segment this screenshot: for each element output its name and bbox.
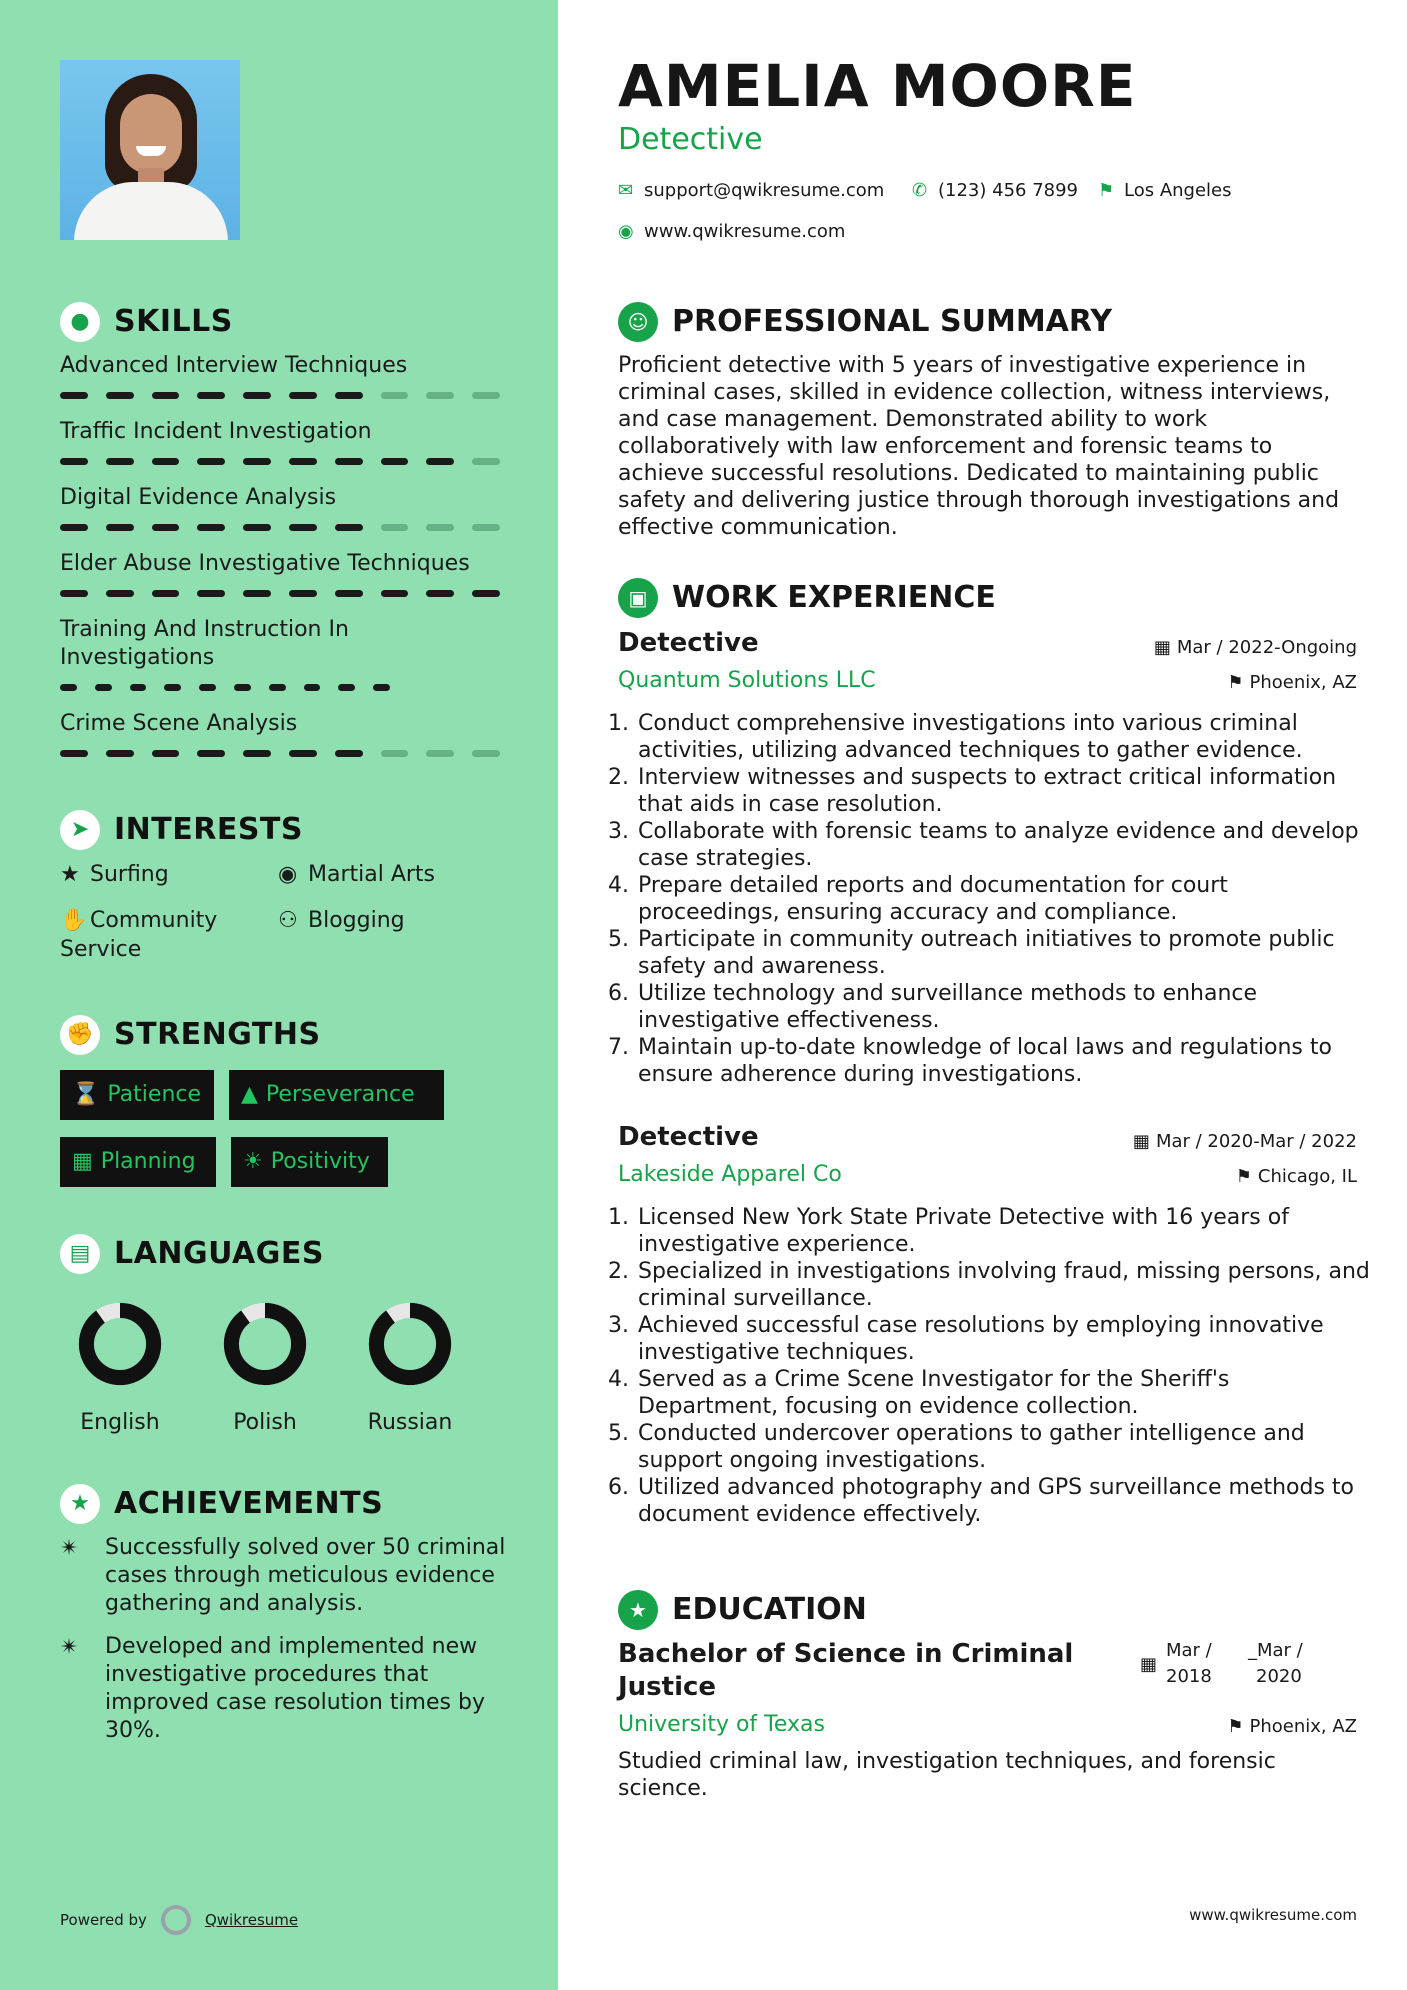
candidate-role: Detective: [618, 122, 763, 157]
interest-item: [278, 906, 405, 935]
job-dates: [1154, 637, 1357, 658]
contact-website[interactable]: [618, 221, 845, 242]
edu-start-month: Mar /: [1166, 1640, 1212, 1661]
achievements-title: ACHIEVEMENTS: [114, 1486, 384, 1521]
skill-segment-filled: [289, 458, 317, 465]
job-point: 2. Specialized in investigations involving fraud, missing persons, and criminal surveillance.: [636, 1258, 1376, 1312]
job-company: Lakeside Apparel Co: [618, 1162, 842, 1187]
job-point: 7. Maintain up-to-date knowledge of local laws and regulations to ensure adherence during investigations.: [636, 1034, 1376, 1088]
interest-item: [60, 906, 260, 964]
skill-segment-filled: [243, 524, 271, 531]
interest-item: [278, 860, 435, 889]
skill-segment-filled: [152, 750, 180, 757]
briefcase-icon: ▣: [618, 578, 658, 618]
job-title: Detective: [618, 628, 759, 658]
job-point: 4. Served as a Crime Scene Investigator for the Sheriff's Department, focusing on evidence collection.: [636, 1366, 1376, 1420]
job-location: [1227, 672, 1357, 693]
skill-segment-empty: [472, 392, 500, 399]
skill-name: Elder Abuse Investigative Techniques: [60, 551, 470, 576]
job-points: [618, 710, 1376, 1088]
skill-segment-filled: [197, 392, 225, 399]
powered-by-label: Powered by: [60, 1911, 147, 1929]
skill-bar: [60, 458, 500, 465]
skill-item: [60, 484, 500, 531]
skill-name: Digital Evidence Analysis: [60, 485, 337, 510]
strength-chip: [60, 1137, 216, 1187]
skill-item: [60, 418, 500, 465]
skill-segment-filled: [152, 392, 180, 399]
pin-icon: ⚑: [1227, 1716, 1244, 1737]
skill-segment-filled: [130, 684, 147, 691]
interest-item: [60, 860, 169, 889]
profile-photo: [60, 60, 240, 240]
user-icon: ☺: [618, 302, 658, 342]
skill-segment-filled: [289, 750, 317, 757]
achievement-text: Successfully solved over 50 criminal cases through meticulous evidence gathering and analysis.: [105, 1535, 506, 1616]
sidebar: [0, 0, 558, 1990]
skill-bar: [60, 524, 500, 531]
edu-location: [1227, 1716, 1357, 1737]
website-text: www.qwikresume.com: [644, 221, 846, 242]
skill-segment-empty: [472, 524, 500, 531]
strength-chip: [229, 1070, 444, 1120]
ring-fill: [231, 1310, 298, 1377]
award-star-icon: ★: [60, 1484, 100, 1524]
skill-item: [60, 710, 500, 757]
skill-segment-filled: [60, 684, 77, 691]
globe-icon: ◉: [278, 862, 298, 887]
skill-segment-filled: [381, 590, 409, 597]
contact-phone[interactable]: [912, 180, 1078, 201]
language-name: Polish: [233, 1410, 297, 1435]
education-title: EDUCATION: [672, 1592, 867, 1627]
skill-segment-filled: [472, 590, 500, 597]
skill-segment-empty: [472, 458, 500, 465]
skill-segment-filled: [373, 684, 390, 691]
skill-segment-filled: [335, 524, 363, 531]
skill-bar: [60, 590, 500, 597]
translate-icon: ▤: [60, 1234, 100, 1274]
job-company: Quantum Solutions LLC: [618, 668, 876, 693]
skill-segment-filled: [426, 590, 454, 597]
interest-label: Community Service: [60, 908, 218, 962]
skill-segment-filled: [60, 524, 88, 531]
skill-name: Advanced Interview Techniques: [60, 353, 408, 378]
hand-icon: ✋: [60, 908, 88, 933]
ring-fill: [376, 1310, 443, 1377]
contact-location: [1098, 180, 1232, 201]
experience-title: WORK EXPERIENCE: [672, 580, 996, 615]
strength-label: Positivity: [270, 1149, 370, 1174]
skill-segment-filled: [338, 684, 355, 691]
skill-segment-filled: [243, 590, 271, 597]
summary-text: Proficient detective with 5 years of investigative experience in criminal cases, skilled in evidence collection, witness interviews, and case management. Demonstrated ability to work collaboratively with law enforcement and forensic teams to achieve successful resolutions. Dedicated to maintaining public safety and delivering justice through thorough investigations and effective communication.: [618, 353, 1340, 540]
candidate-name: AMELIA MOORE: [618, 52, 1137, 120]
skill-segment-filled: [60, 392, 88, 399]
skill-item: [60, 550, 500, 597]
skill-segment-filled: [152, 590, 180, 597]
skill-segment-empty: [426, 524, 454, 531]
strengths-title: STRENGTHS: [114, 1017, 321, 1052]
skill-segment-empty: [426, 750, 454, 757]
job-title: Detective: [618, 1122, 759, 1152]
summary-title: PROFESSIONAL SUMMARY: [672, 304, 1113, 339]
language-item: [350, 1302, 470, 1435]
skill-bar: [60, 750, 500, 757]
skill-segment-filled: [335, 750, 363, 757]
skill-name: Traffic Incident Investigation: [60, 419, 372, 444]
ring-fill: [86, 1310, 153, 1377]
degree-title: Bachelor of Science in Criminal Justice: [618, 1639, 1074, 1702]
pin-icon: ⚑: [1235, 1166, 1252, 1187]
skill-segment-empty: [426, 392, 454, 399]
star-burst-icon: ✴: [60, 1635, 79, 1660]
job-point: 3. Collaborate with forensic teams to analyze evidence and develop case strategies.: [636, 818, 1376, 872]
languages-title: LANGUAGES: [114, 1236, 324, 1271]
skill-segment-filled: [243, 458, 271, 465]
users-icon: ⚇: [278, 908, 298, 933]
calendar-icon: ▦: [72, 1149, 93, 1174]
job-point: 3. Achieved successful case resolutions by employing innovative investigative techniques.: [636, 1312, 1376, 1366]
skill-segment-empty: [381, 750, 409, 757]
interests-title: INTERESTS: [114, 812, 303, 847]
skill-segment-filled: [106, 524, 134, 531]
skill-name: Crime Scene Analysis: [60, 711, 298, 736]
skill-segment-filled: [106, 458, 134, 465]
calendar-icon: ▦: [1153, 637, 1171, 658]
skill-name: Training And Instruction In Investigations: [60, 617, 349, 670]
skill-segment-filled: [60, 590, 88, 597]
achievement-item: [60, 1534, 510, 1618]
skill-segment-filled: [289, 392, 317, 399]
job-point: 5. Participate in community outreach initiatives to promote public safety and awareness.: [636, 926, 1376, 980]
paper-plane-icon: ➤: [60, 810, 100, 850]
map-pin-icon: ⚑: [1098, 180, 1115, 201]
skill-segment-empty: [381, 392, 409, 399]
skills-title: SKILLS: [114, 304, 233, 339]
skill-item: [60, 616, 390, 691]
strength-chip: [231, 1137, 388, 1187]
globe-icon: ◉: [618, 221, 634, 242]
mountain-icon: ▲: [241, 1082, 258, 1107]
interest-label: Blogging: [308, 908, 405, 933]
achievement-text: Developed and implemented new investigative procedures that improved case resolution times by 30%.: [105, 1634, 485, 1743]
skill-segment-empty: [381, 524, 409, 531]
skill-segment-filled: [304, 684, 321, 691]
skill-segment-filled: [60, 458, 88, 465]
skill-segment-filled: [106, 590, 134, 597]
job-location: [1236, 1166, 1357, 1187]
skill-segment-filled: [289, 590, 317, 597]
edu-start-date: [1166, 1638, 1212, 1690]
fist-icon: ✊: [60, 1015, 100, 1055]
skill-segment-empty: [472, 750, 500, 757]
language-item: [205, 1302, 325, 1435]
email-text: support@qwikresume.com: [644, 180, 885, 201]
skill-segment-filled: [197, 590, 225, 597]
strength-label: Perseverance: [265, 1082, 415, 1107]
job-point: 1. Conduct comprehensive investigations into various criminal activities, utilizing advanced techniques to gather evidence.: [636, 710, 1376, 764]
skill-segment-filled: [426, 458, 454, 465]
calendar-icon: ▦: [1132, 1131, 1150, 1152]
skill-segment-filled: [152, 524, 180, 531]
skill-segment-filled: [60, 750, 88, 757]
job-point: 2. Interview witnesses and suspects to extract critical information that aids in case resolution.: [636, 764, 1376, 818]
qwikresume-logo-icon: [161, 1905, 191, 1935]
star-burst-icon: ✴: [60, 1536, 79, 1561]
edu-end-date: [1248, 1638, 1303, 1690]
skill-segment-filled: [335, 590, 363, 597]
skill-segment-filled: [234, 684, 251, 691]
language-ring: [368, 1302, 452, 1386]
skill-segment-filled: [335, 458, 363, 465]
job-point: 4. Prepare detailed reports and documentation for court proceedings, ensuring accuracy and compliance.: [636, 872, 1376, 926]
skill-segment-filled: [197, 524, 225, 531]
skill-segment-filled: [335, 392, 363, 399]
lightbulb-icon: ●: [60, 302, 100, 342]
edu-start-year: 2018: [1166, 1666, 1212, 1687]
skill-segment-filled: [197, 750, 225, 757]
phone-icon: ✆: [912, 180, 928, 201]
skill-item: [60, 352, 500, 399]
job-location-text: Phoenix, AZ: [1249, 672, 1357, 693]
skill-segment-filled: [243, 750, 271, 757]
language-item: [60, 1302, 180, 1435]
powered-by: [60, 1905, 298, 1935]
location-text: Los Angeles: [1124, 180, 1232, 201]
qwikresume-link[interactable]: Qwikresume: [204, 1911, 299, 1929]
job-point: 5. Conducted undercover operations to gather intelligence and support ongoing investigations.: [636, 1420, 1376, 1474]
edu-location-text: Phoenix, AZ: [1249, 1716, 1357, 1737]
language-ring: [78, 1302, 162, 1386]
skill-segment-filled: [152, 458, 180, 465]
skill-segment-filled: [381, 458, 409, 465]
language-name: Russian: [367, 1410, 453, 1435]
pin-icon: ⚑: [1227, 672, 1244, 693]
graduation-icon: ★: [618, 1590, 658, 1630]
star-icon: ★: [60, 862, 80, 887]
job-point: 1. Licensed New York State Private Detective with 16 years of investigative experience.: [636, 1204, 1376, 1258]
job-dates-text: Mar / 2020-Mar / 2022: [1155, 1131, 1357, 1152]
job-dates: [1133, 1131, 1357, 1152]
skill-segment-filled: [243, 392, 271, 399]
envelope-icon: ✉: [618, 180, 634, 201]
skill-segment-filled: [269, 684, 286, 691]
phone-text: (123) 456 7899: [938, 180, 1079, 201]
strength-label: Planning: [100, 1149, 196, 1174]
skill-bar: [60, 684, 390, 691]
main-content: [558, 0, 1407, 1990]
strength-chip: [60, 1070, 214, 1120]
skill-segment-filled: [106, 750, 134, 757]
edu-end-year: 2020: [1256, 1666, 1302, 1687]
skill-segment-filled: [106, 392, 134, 399]
contact-email[interactable]: [618, 180, 884, 201]
skill-segment-filled: [164, 684, 181, 691]
job-dates-text: Mar / 2022-Ongoing: [1176, 637, 1357, 658]
language-ring: [223, 1302, 307, 1386]
achievement-item: [60, 1633, 510, 1745]
interest-label: Martial Arts: [308, 862, 436, 887]
edu-end-month: _Mar /: [1248, 1640, 1303, 1661]
footer-url[interactable]: www.qwikresume.com: [1189, 1906, 1357, 1924]
job-point: 6. Utilize technology and surveillance methods to enhance investigative effectiveness.: [636, 980, 1376, 1034]
job-location-text: Chicago, IL: [1257, 1166, 1357, 1187]
edu-school: University of Texas: [618, 1712, 825, 1737]
job-point: 6. Utilized advanced photography and GPS surveillance methods to document evidence effectively.: [636, 1474, 1376, 1528]
strength-label: Patience: [107, 1082, 202, 1107]
skill-segment-filled: [289, 524, 317, 531]
edu-description: Studied criminal law, investigation techniques, and forensic science.: [618, 1749, 1276, 1801]
skill-segment-filled: [197, 458, 225, 465]
skill-segment-filled: [199, 684, 216, 691]
calendar-icon: ▦: [1140, 1654, 1158, 1675]
skill-segment-filled: [95, 684, 112, 691]
language-name: English: [80, 1410, 160, 1435]
job-points: [618, 1204, 1376, 1528]
hourglass-icon: ⌛: [72, 1082, 100, 1107]
skill-bar: [60, 392, 500, 399]
sun-icon: ☀: [243, 1149, 263, 1174]
interest-label: Surfing: [90, 862, 169, 887]
